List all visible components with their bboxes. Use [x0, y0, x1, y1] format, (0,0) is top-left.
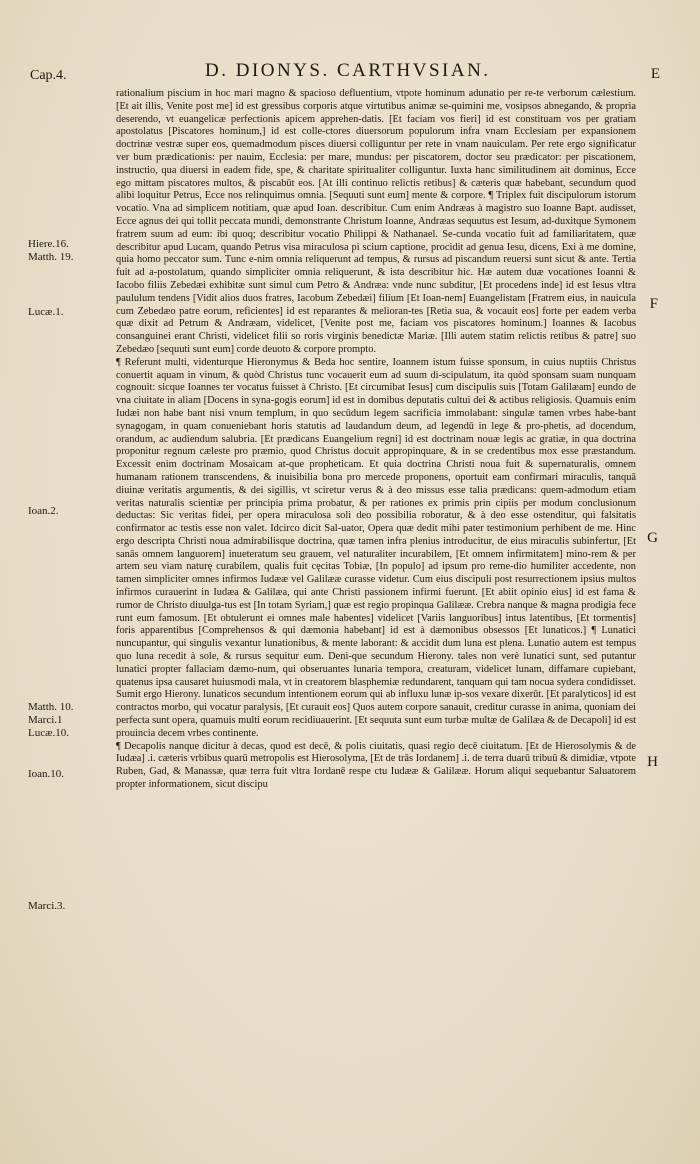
section-letter-e: E — [650, 66, 660, 82]
commentary-text — [116, 88, 636, 792]
section-letter-h: H — [647, 754, 658, 770]
margin-note-marci-3: Marci.3. — [28, 900, 66, 912]
margin-note-ioan-10: Ioan.10. — [28, 768, 65, 780]
running-title: D. DIONYS. CARTHVSIAN. — [205, 60, 491, 81]
margin-note-lucae-1: Lucæ.1. — [28, 306, 64, 318]
margin-note-hiere: Hiere.16. — [28, 238, 69, 250]
margin-note-marci-1: Marci.1 — [28, 714, 63, 726]
paragraph: ¶ Decapolis nanque dicitur à decas, quod est decē, & polis ciuitatis, quasi regio decē ciuitatum. [Et de Hierosolymis & de Iudæa] .i. cæteris vrbibus quarū metropolis est Hierosolyma, [Et de trās Iordanem] .i. de terra duarū tribuū & dimidiæ, vtpote Ruben, Gad, & Manassæ, quæ terra fuit vltra Iordanē respe ctu Iudææ & Galilææ. Horum aliqui sequebantur Saluatorem propter informationem, sicut discipu — [116, 740, 636, 791]
section-letter-g: G — [647, 530, 658, 546]
margin-note-ioan-2: Ioan.2. — [28, 505, 59, 517]
margin-note-matth-19: Matth. 19. — [28, 251, 74, 263]
margin-note-lucae-10: Lucæ.10. — [28, 727, 69, 739]
page-header — [30, 60, 660, 86]
paragraph: ¶ Referunt multi, videnturque Hieronymus & Beda hoc sentire, Ioannem istum fuisse sponsum, in cuius nuptiis Christus conuertit aquam in vinum, & quòd Christus tunc vocauerit eum ad suum di-scipulatum, ita quòd sponsam suam nunquam cognouit: sicque Ioannes ter vocatus fuisset à Christo. [Et circumibat Iesus] cum discipulis suis [Totam Galilæam] eundo de vna ciuitate in aliam [Docens in syna-gogis eorum] id est in domibus deputatis cultui dei & actibus religiosis. Quamuis enim Iudæi non habe bant nisi vnum templum, in quo secūdum legem sacrificia immolabant: singulæ tamen vrbes habe-bant synagogam, in quam conueniebant horis statutis ad laudandum deum, ad legendū in lege & pro-phetis, ad docendum, orandum, ac audiendum salubria. [Et prædicans Euangelium regni] id est doctrinam nouæ legis ac gratiæ, in qua doctrina proponitur regnum cæleste pro præmio, quod Christus docuit appropinquare, & in se credentibus mox esse præstandum. Excessit enim doctrinam Mosaicam at-que propheticam. Et quia doctrina Christi noua fuit & supernaturalis, omnem humanam rationem transcendens, & inuisibilia bona pro mercede proponens, oportuit eam confirmari miraculis, tanquā diuinæ veritatis argumentis, & dei sigillis, vt sciretur verus & à deo missus esse talia prædicans: quem-admodum etiam veritas naturalis scientiæ per principia prima probatur, & per rationes ex primis prin cipiis per modum conclusionum deductas: Sic veritas fidei, per opera miraculosa soli deo possibilia roboratur, & à deo esse ostenditur, qui falsitatis confirmator ac testis esse non valet. Idcirco dicit Sal-uator, Opera quæ dedit mihi pater testimonium perhibent de me. Hinc ergo descripta Christi noua admirabilisque doctrina, quæ tamen infra plenius introducitur, de eius miraculis subinfertur, [Et sanās omnem languorem] inueteratum seu grauem, vel naturaliter incurabilem, [Et omnem infirmitatem] mino-rem & per artem seu viam naturę curabilem, qualis fuit cęcitas Tobiæ, [In populo] ad ipsum pro reme-dio humiliter accedente, non tamen simpliciter omnes infirmos Iudææ vel Galilææ curasse videtur. Cum eius discipuli post resurrectionem ipsius multos infirmos curauerint in Iudæa & Galilæa, qui ante Christi passionem infirmi fuerunt. [Et abiit opinio eius] id est fama & rumor de Christo diuulga-tus est [In totam Syriam,] quæ est regio propinqua Galilææ. Crebra nanque & magna prodigia fece runt eum famosum. [Et obtulerunt ei omnes male habentes] videlicet [Variis languoribus] intus latentibus, [Et tormentis] foris apparentibus [Comprehensos & qui dæmonia habebant] id est à dæmonibus obsessos [Et lunaticos.] ¶ Lunatici nuncupantur, qui singulis vexantur lunationibus, & mente laborant: & accidit dum luna est plena. Lunatio autem est tempus quo luna recedit à sole, & rursus sequitur eum. Deni-que secundum Hierony. tales non verè lunatici sunt, sed putantur lunatici propter fallaciam dæmo-num, qui obseruantes lunaria tempora, creaturam, videlicet lunam, diffamare cupiebant, quatenus ipsa causaret huiusmodi mala, vt in creatorem blasphemiæ redundarent, tanquam qui tam nocua sydera condidisset. Sumit ergo Hierony. lunaticos secundum intentionem eorum qui ab influxu lunæ ip-sos vexare dixerūt. [Et paralyticos] id est contractos morbo, qui vocatur paralysis, [Et curauit eos] Quos autem corpore sanauit, creditur curasse in anima, quoniam dei perfecta sunt opera, quamuis multi eorum recidiuauerint. [Et sequuta sunt eum turbæ multæ de Galilæa & de Decapoli] id est prouincia decem vrbes continente. — [116, 356, 636, 739]
chapter-label: Cap.4. — [30, 68, 67, 83]
section-letter-f: F — [649, 296, 658, 312]
margin-note-matth-10: Matth. 10. — [28, 701, 74, 713]
paragraph: rationalium piscium in hoc mari magno & spacioso defluentium, vtpote hominum adunatio per re-te verborum cælestium. [Et ait illis, Venite post me] id est gressibus corporis atque virtutibus animæ se-quimini me, vosipsos abnegando, & propria deserendo, vt euangelicæ perfectionis apicem apprehen-datis. [Et faciam vos fieri] id est constituam vos per gratiam apostolatus [Piscatores hominum,] id est colle-ctores diuersorum populorum infra vnam Ecclesiam per expansionem doctrinæ vestræ super eos, quemadmodum pisces diuersi colliguntur per rete in vnam nauiculam. Per rete ergo significatur ver bum prædicationis: per nauim, Ecclesia: per mare, mundus: per piscatorem, doctor seu prædicator: per piscationem, instructio, qua diuersi in eadem fide, spe, & charitate spiritualiter colliguntur. Iuxta hanc similitudinem ait dominus, Ecce ego mittam piscatores multos, & piscabūt eos. [At illi continuo relictis retibus] & cæteris quæ habebant, secundum quod alibi loquitur Petrus, Ecce nos relinquimus omnia. [Sequuti sunt eum] mente & corpore. ¶ Triplex fuit discipulorum istorum vocatio. Vna ad simplicem notitiam, quæ apud Ioan. describitur. Cum enim Andræas à magistro suo Ioanne Bapt. audisset, Ecce agnus dei qui tollit peccata mundi, demonstrante Christum Ioanne, Andræas sequutus est Iesum, ad-duxitque Symonem fratrem suum ad eum: ibi quoq; describitur vocatio Philippi & Nathanael. Se-cunda vocatio fuit ad familiaritatem, quæ describitur apud Lucam, quando Petrus visa miraculosa pi scium captione, procidit ad genua Iesu, dicens, Exi à me domine, quia homo peccator sum. Tunc e-nim omnia reliquerunt ad tempus, & rursus ad piscandum reuersi sunt sicut & ante. Tertia fuit ad a-postolatum, quando simpliciter omnia reliquerunt, & ista describitur hic. Hæ autem duæ vocationes Ioanni & Iacobo filiis Zebedæi exhibitæ sunt simul cum Petro & Andræa: vnde nunc subditur, [Et procedens inde] id est Iesus vltra paululum tendens [Vidit alios duos fratres, Iacobum Zebedæi] filium [Et Ioan-nem] Euangelistam [Fratrem eius, in nauicula cum Zebedæo patre eorum, reficientes] id est reparantes & melioran-tes [Retia sua, & vocauit eos] forte per eadem verba quæ dixit ad Petrum & Andræam, videlicet, [Venite post me, faciam vos piscatores hominum.] Ioannes & Iacobus consanguinei erant Christi, videlicet filii so roris virginis benedictæ Mariæ. [Illi autem statim relictis retibus & patre] suo Zebedæo [sequuti sunt eum] corde deuoto & corpore prompto. — [116, 88, 636, 355]
